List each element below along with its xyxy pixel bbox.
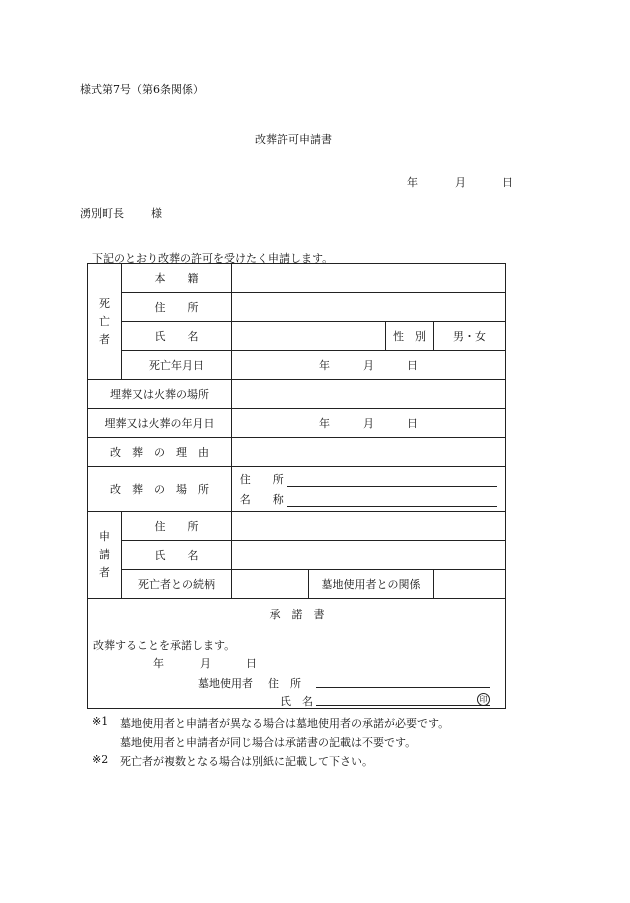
- relation-deceased-field[interactable]: [232, 570, 309, 599]
- burial-date-label: 埋葬又は火葬の年月日: [88, 409, 232, 438]
- applicant-group-label: 申 請 者: [88, 512, 122, 599]
- form-id: 様式第7号（第6条関係）: [80, 83, 204, 96]
- deceased-group-label: 死 亡 者: [88, 264, 122, 380]
- consent-name-label: 氏 名: [280, 695, 313, 708]
- sex-value[interactable]: 男・女: [434, 322, 506, 351]
- consent-owner-label: 墓地使用者: [198, 677, 253, 690]
- applicant-name-label: 氏 名: [122, 541, 232, 570]
- deceased-name-label: 氏 名: [122, 322, 232, 351]
- consent-day: 日: [246, 657, 257, 670]
- reason-label: 改 葬 の 理 由: [88, 438, 232, 467]
- reburial-address-label: 住 所: [239, 473, 284, 486]
- date-year: 年: [407, 176, 418, 189]
- relation-owner-label: 墓地使用者との関係: [309, 570, 434, 599]
- seal-icon: 印: [477, 693, 490, 706]
- note-1-mark: ※1: [92, 715, 109, 728]
- note-2-mark: ※2: [92, 753, 109, 766]
- intro-text: 下記のとおり改葬の許可を受けたく申請します。: [92, 252, 334, 265]
- applicant-address-field[interactable]: [232, 512, 506, 541]
- addressee-name: 湧別町長: [80, 207, 124, 220]
- applicant-address-label: 住 所: [122, 512, 232, 541]
- application-table: [87, 263, 506, 709]
- date-day: 日: [502, 176, 513, 189]
- note-1-text: 墓地使用者と申請者が異なる場合は墓地使用者の承諾が必要です。: [120, 717, 450, 730]
- reburial-address-line[interactable]: [287, 474, 497, 487]
- reason-field[interactable]: [232, 438, 506, 467]
- deceased-address-field[interactable]: [232, 293, 506, 322]
- deceased-honseki-label: 本 籍: [122, 264, 232, 293]
- death-date-field[interactable]: 年 月 日: [232, 351, 506, 380]
- note-2-text: 死亡者が複数となる場合は別紙に記載して下さい。: [120, 755, 373, 768]
- addressee-honorific: 様: [151, 207, 162, 220]
- death-date-label: 死亡年月日: [122, 351, 232, 380]
- relation-owner-field[interactable]: [434, 570, 506, 599]
- consent-address-label: 住 所: [268, 677, 301, 690]
- deceased-name-field[interactable]: [232, 322, 386, 351]
- note-1b-text: 墓地使用者と申請者が同じ場合は承諾書の記載は不要です。: [120, 736, 417, 749]
- relation-deceased-label: 死亡者との続柄: [122, 570, 232, 599]
- burial-place-field[interactable]: [232, 380, 506, 409]
- deceased-honseki-field[interactable]: [232, 264, 506, 293]
- burial-place-label: 埋葬又は火葬の場所: [88, 380, 232, 409]
- reburial-name-label: 名 称: [239, 493, 284, 506]
- date-month: 月: [455, 176, 466, 189]
- consent-section: [88, 599, 506, 709]
- reburial-place-label: 改 葬 の 場 所: [88, 467, 232, 512]
- deceased-address-label: 住 所: [122, 293, 232, 322]
- applicant-name-field[interactable]: [232, 541, 506, 570]
- consent-text: 改葬することを承諾します。: [93, 639, 236, 652]
- consent-title: 承 諾 書: [269, 608, 325, 621]
- reburial-name-line[interactable]: [287, 494, 497, 507]
- consent-address-line[interactable]: [316, 675, 490, 688]
- form-title: 改葬許可申請書: [255, 133, 332, 146]
- burial-date-field[interactable]: 年 月 日: [232, 409, 506, 438]
- sex-label: 性 別: [386, 322, 434, 351]
- consent-name-line[interactable]: [316, 693, 490, 706]
- consent-month: 月: [200, 657, 211, 670]
- consent-year: 年: [153, 657, 164, 670]
- reburial-place-field[interactable]: [232, 467, 506, 512]
